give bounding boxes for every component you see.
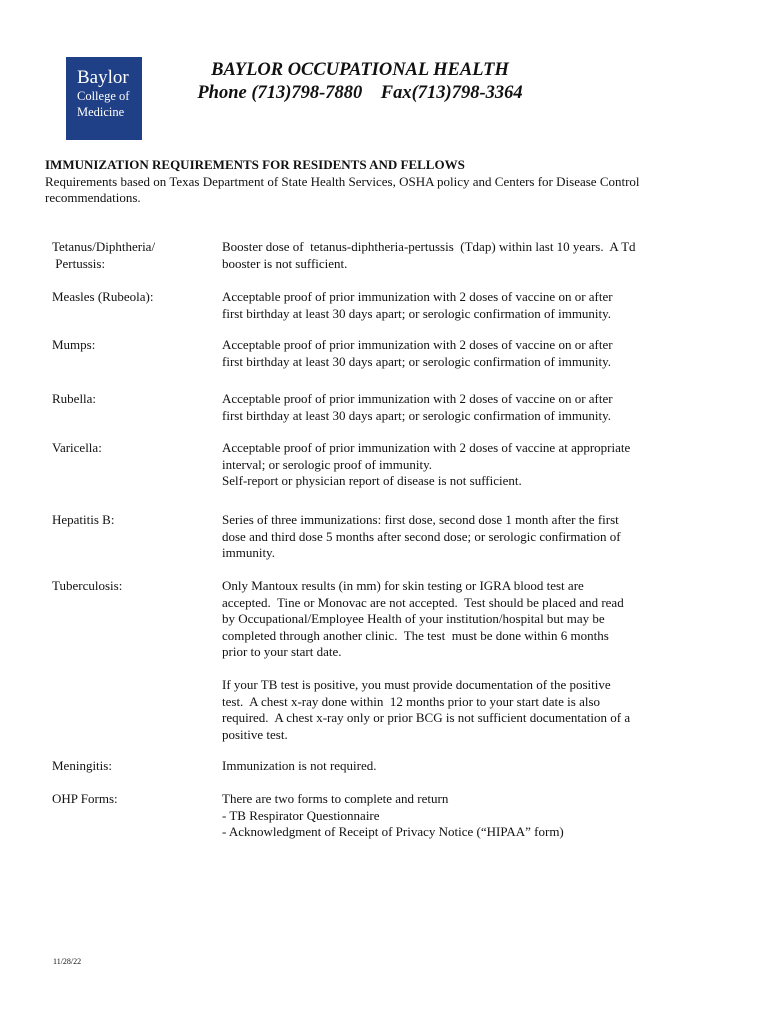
requirement-description: [222, 758, 667, 775]
requirement-paragraph: [222, 578, 667, 661]
requirement-text-line: required. A chest x-ray only or prior BCG is not sufficient documentation of a: [222, 710, 631, 725]
document-header: [150, 59, 570, 105]
requirement-text-line: Self-report or physician report of disease is not sufficient.: [222, 473, 522, 488]
requirement-label-line: OHP Forms:: [52, 791, 118, 806]
requirement-paragraph: [222, 337, 667, 370]
requirement-label-line: Hepatitis B:: [52, 512, 115, 527]
logo-line-3: Medicine: [77, 105, 125, 119]
requirement-text-line: Acceptable proof of prior immunization with 2 doses of vaccine on or after: [222, 337, 613, 352]
requirement-text-line: test. A chest x-ray done within 12 months prior to your start date is also: [222, 693, 601, 709]
section-heading: IMMUNIZATION REQUIREMENTS FOR RESIDENTS AND FELLOWS: [45, 157, 465, 172]
requirement-description: [222, 791, 667, 841]
requirement-text-line: positive test.: [222, 726, 288, 742]
requirement-text-line: There are two forms to complete and return: [222, 791, 449, 806]
baylor-college-of-medicine-logo: [66, 57, 142, 140]
requirement-description: [222, 512, 667, 562]
requirement-text-line: If your TB test is positive, you must provide documentation of the positive: [222, 677, 611, 692]
requirement-label-line: Rubella:: [52, 391, 97, 406]
requirement-text-line: Only Mantoux results (in mm) for skin testing or IGRA blood test are: [222, 578, 584, 593]
requirement-paragraph: [222, 289, 667, 322]
requirement-text-line: - TB Respirator Questionnaire: [222, 807, 380, 823]
requirement-description: [222, 391, 667, 424]
header-phone-fax: Phone (713)798-7880 Fax(713)798-3364: [197, 83, 523, 103]
requirement-text-line: completed through another clinic. The test must be done within 6 months: [222, 627, 609, 643]
intro-section: [45, 157, 725, 207]
requirement-label: [52, 758, 212, 775]
requirement-text-line: Acceptable proof of prior immunization with 2 doses of vaccine on or after: [222, 289, 613, 304]
requirement-label-line: Tetanus/Diphtheria/: [52, 239, 156, 254]
footer-date: 11/28/22: [53, 957, 82, 966]
requirement-label: [52, 337, 212, 354]
requirement-label: [52, 289, 212, 306]
header-title: BAYLOR OCCUPATIONAL HEALTH: [211, 60, 509, 80]
requirement-text-line: Immunization is not required.: [222, 758, 377, 773]
requirement-label-line: Pertussis:: [52, 255, 106, 271]
requirement-paragraph: [222, 677, 667, 743]
intro-text-line-1: Requirements based on Texas Department of State Health Services, OSHA policy and Centers for Disease Control: [45, 173, 640, 189]
requirement-label: [52, 578, 212, 595]
requirement-text-line: - Acknowledgment of Receipt of Privacy Notice (“HIPAA” form): [222, 824, 564, 839]
requirement-description: [222, 578, 667, 743]
logo-line-1: Baylor: [77, 67, 129, 88]
requirement-text-line: booster is not sufficient.: [222, 255, 348, 271]
requirement-label-line: Mumps:: [52, 337, 96, 352]
requirement-description: [222, 239, 667, 272]
requirement-text-line: interval; or serologic proof of immunity.: [222, 456, 432, 472]
requirement-paragraph: [222, 239, 667, 272]
requirement-text-line: first birthday at least 30 days apart; or serologic confirmation of immunity.: [222, 305, 612, 321]
intro-text-line-2: recommendations.: [45, 190, 141, 205]
requirement-text-line: accepted. Tine or Monovac are not accepted. Test should be placed and read: [222, 594, 624, 610]
requirement-text-line: Acceptable proof of prior immunization with 2 doses of vaccine at appropriate: [222, 440, 631, 455]
requirement-paragraph: [222, 512, 667, 562]
requirement-paragraph: [222, 758, 667, 775]
requirement-description: [222, 337, 667, 370]
requirement-text-line: prior to your start date.: [222, 644, 342, 659]
requirement-text-line: immunity.: [222, 545, 275, 560]
requirement-label: [52, 391, 212, 408]
requirement-text-line: by Occupational/Employee Health of your institution/hospital but may be: [222, 611, 605, 626]
requirement-label: [52, 512, 212, 529]
requirement-label: [52, 791, 212, 808]
requirement-label-line: Tuberculosis:: [52, 578, 123, 593]
requirement-label-line: Varicella:: [52, 440, 102, 455]
requirement-text-line: Acceptable proof of prior immunization with 2 doses of vaccine on or after: [222, 391, 613, 406]
logo-line-2: College of: [77, 89, 130, 103]
requirement-description: [222, 440, 667, 490]
requirement-paragraph: [222, 440, 667, 490]
requirement-text-line: Booster dose of tetanus-diphtheria-pertussis (Tdap) within last 10 years. A Td: [222, 239, 636, 254]
requirement-text-line: dose and third dose 5 months after second dose; or serologic confirmation of: [222, 528, 621, 544]
requirement-paragraph: [222, 791, 667, 841]
requirement-label-line: Measles (Rubeola):: [52, 289, 154, 304]
requirement-text-line: first birthday at least 30 days apart; or serologic confirmation of immunity.: [222, 353, 612, 369]
requirement-label: [52, 239, 212, 272]
requirement-label-line: Meningitis:: [52, 758, 112, 773]
requirement-text-line: first birthday at least 30 days apart; or serologic confirmation of immunity.: [222, 407, 612, 423]
requirement-description: [222, 289, 667, 322]
requirement-text-line: Series of three immunizations: first dose, second dose 1 month after the first: [222, 512, 619, 527]
requirement-label: [52, 440, 212, 457]
requirement-paragraph: [222, 391, 667, 424]
